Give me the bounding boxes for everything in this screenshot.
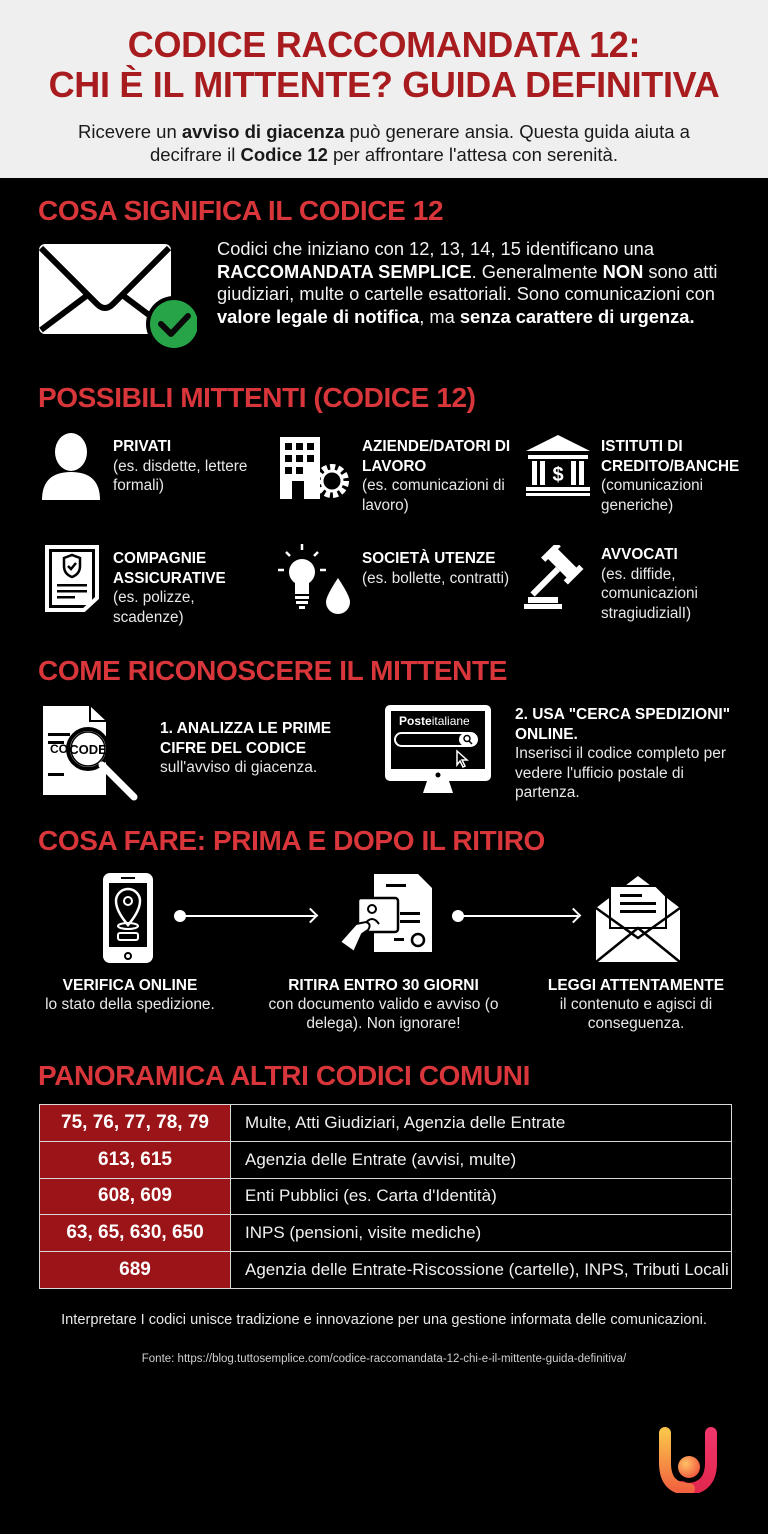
intro-text: [40, 120, 728, 166]
codes-table: [39, 1104, 732, 1289]
brand-u-logo-icon: [655, 1425, 721, 1493]
table-row: [40, 1215, 732, 1252]
sender-title: AZIENDE/DATORI DI LAVORO: [362, 438, 511, 475]
bank-icon: [524, 433, 592, 497]
meaning-text-part: sono atti giudiziari, multe o cartelle esattoriali. Sono comunicazioni con: [217, 260, 718, 304]
todo-step: [530, 976, 742, 1033]
sender-title: COMPAGNIE ASSICURATIVE: [113, 550, 226, 587]
building-gear-icon: [276, 433, 354, 501]
intro-text-part: può generare ansia. Questa guida aiuta a decifrare il: [149, 121, 690, 165]
id-document-hand-icon: [338, 872, 434, 958]
sender-title: SOCIETÀ UTENZE: [362, 550, 496, 567]
sender-desc: (es. bollette, contratti): [362, 569, 510, 587]
desc-cell: INPS (pensioni, visite mediche): [231, 1215, 732, 1252]
meaning-emphasis: senza carattere di urgenza.: [459, 305, 695, 327]
flow-arrow-icon: [180, 915, 315, 917]
table-row: [40, 1252, 732, 1289]
closing-text: Interpretare I codici unisce tradizione e innovazione per una gestione informata delle comunicazioni.: [61, 1312, 707, 1328]
recognize-step: [160, 719, 360, 778]
sender-title: ISTITUTI DI CREDITO/BANCHE: [601, 438, 740, 475]
code-label: CODE: [69, 742, 107, 757]
recognize-step: [515, 705, 740, 803]
code-cell: 608, 609: [40, 1178, 231, 1215]
sender-item: [362, 437, 512, 515]
section-heading-recognize: COME RICONOSCERE IL MITTENTE: [38, 655, 507, 686]
sender-item: [113, 437, 263, 496]
person-icon: [40, 432, 102, 502]
sender-desc: (es. diffide, comunicazioni stragiudizialI): [601, 565, 698, 622]
meaning-emphasis: valore legale di notifica: [217, 305, 420, 327]
meaning-text-part: , ma: [419, 305, 460, 327]
brand-light: italiane: [431, 714, 470, 728]
open-envelope-letter-icon: [594, 872, 682, 964]
meaning-text-part: . Generalmente: [471, 260, 603, 282]
sender-item: [113, 549, 263, 627]
bulb-drop-icon: [276, 542, 354, 614]
code-cell: 613, 615: [40, 1141, 231, 1178]
section-heading-codes: PANORAMICA ALTRI CODICI COMUNI: [38, 1060, 530, 1091]
meaning-emphasis: RACCOMANDATA SEMPLICE: [217, 260, 472, 282]
intro-emphasis: Codice 12: [240, 144, 328, 165]
table-row: [40, 1178, 732, 1215]
header: [0, 0, 768, 178]
sender-title: AVVOCATI: [601, 546, 678, 563]
intro-emphasis: avviso di giacenza: [181, 121, 345, 142]
title-line-2: CHI È IL MITTENTE? GUIDA DEFINITIVA: [48, 64, 720, 105]
section-heading-meaning: COSA SIGNIFICA IL CODICE 12: [38, 195, 444, 226]
todo-desc: con documento valido e avviso (o delega). Non ignorare!: [268, 996, 499, 1032]
intro-text-part: Ricevere un: [78, 121, 182, 142]
todo-title: LEGGI ATTENTAMENTE: [547, 977, 725, 994]
svg-text:Posteitaliane: [399, 714, 470, 728]
section-heading-senders: POSSIBILI MITTENTI (CODICE 12): [38, 382, 476, 413]
desc-cell: Agenzia delle Entrate (avvisi, multe): [231, 1141, 732, 1178]
code-cell: 75, 76, 77, 78, 79: [40, 1105, 231, 1142]
step-title: 2. USA "CERCA SPEDIZIONI" ONLINE.: [515, 706, 731, 743]
brand-bold: Poste: [399, 714, 432, 728]
envelope-check-icon: [37, 240, 197, 352]
step-title: 1. ANALIZZA LE PRIME CIFRE DEL CODICE: [160, 720, 332, 757]
todo-step: [256, 976, 511, 1033]
section-heading-todo: COSA FARE: PRIMA E DOPO IL RITIRO: [38, 825, 545, 856]
step-desc: Inserisci il codice completo per vedere l'ufficio postale di partenza.: [515, 745, 727, 801]
todo-title: RITIRA ENTRO 30 GIORNI: [288, 977, 479, 994]
title-line-1: CODICE RACCOMANDATA 12:: [127, 24, 641, 65]
sender-item: [601, 545, 761, 623]
source-link[interactable]: Fonte: https://blog.tuttosemplice.com/codice-raccomandata-12-chi-e-il-mittente-guida-definitiva/: [141, 1353, 627, 1365]
code-magnifier-icon: [40, 703, 146, 801]
desc-cell: Multe, Atti Giudiziari, Agenzia delle Entrate: [231, 1105, 732, 1142]
page-title: [0, 25, 768, 105]
todo-title: VERIFICA ONLINE: [62, 977, 198, 994]
todo-desc: lo stato della spedizione.: [45, 996, 215, 1013]
gavel-icon: [522, 545, 594, 611]
svg-text:$: $: [552, 464, 564, 486]
desc-cell: Agenzia delle Entrate-Riscossione (cartelle), INPS, Tributi Locali: [231, 1252, 732, 1289]
svg-text:CO: CO: [50, 742, 68, 756]
sender-desc: (es. comunicazioni di lavoro): [362, 477, 505, 514]
todo-step: [20, 976, 240, 1014]
todo-desc: il contenuto e agisci di conseguenza.: [559, 996, 713, 1032]
sender-desc: (comunicazioni generiche): [601, 477, 704, 514]
phone-location-icon: [101, 871, 155, 965]
sender-title: PRIVATI: [113, 438, 172, 455]
meaning-text: [217, 238, 737, 328]
sender-desc: (es. polizze, scadenze): [113, 589, 195, 626]
intro-text-part: per affrontare l'attesa con serenità.: [327, 144, 618, 165]
table-row: [40, 1141, 732, 1178]
code-cell: 689: [40, 1252, 231, 1289]
monitor-search-icon: [383, 703, 493, 799]
insurance-document-icon: [44, 544, 100, 612]
sender-desc: (es. disdette, lettere formali): [113, 457, 248, 494]
table-row: [40, 1105, 732, 1142]
code-cell: 63, 65, 630, 650: [40, 1215, 231, 1252]
sender-item: [362, 549, 512, 588]
flow-arrow-icon: [458, 915, 578, 917]
sender-item: [601, 437, 761, 515]
step-desc: sull'avviso di giacenza.: [160, 759, 318, 776]
meaning-text-part: Codici che iniziano con 12, 13, 14, 15 identificano una: [217, 238, 655, 259]
desc-cell: Enti Pubblici (es. Carta d'Identità): [231, 1178, 732, 1215]
meaning-emphasis: NON: [602, 260, 644, 282]
